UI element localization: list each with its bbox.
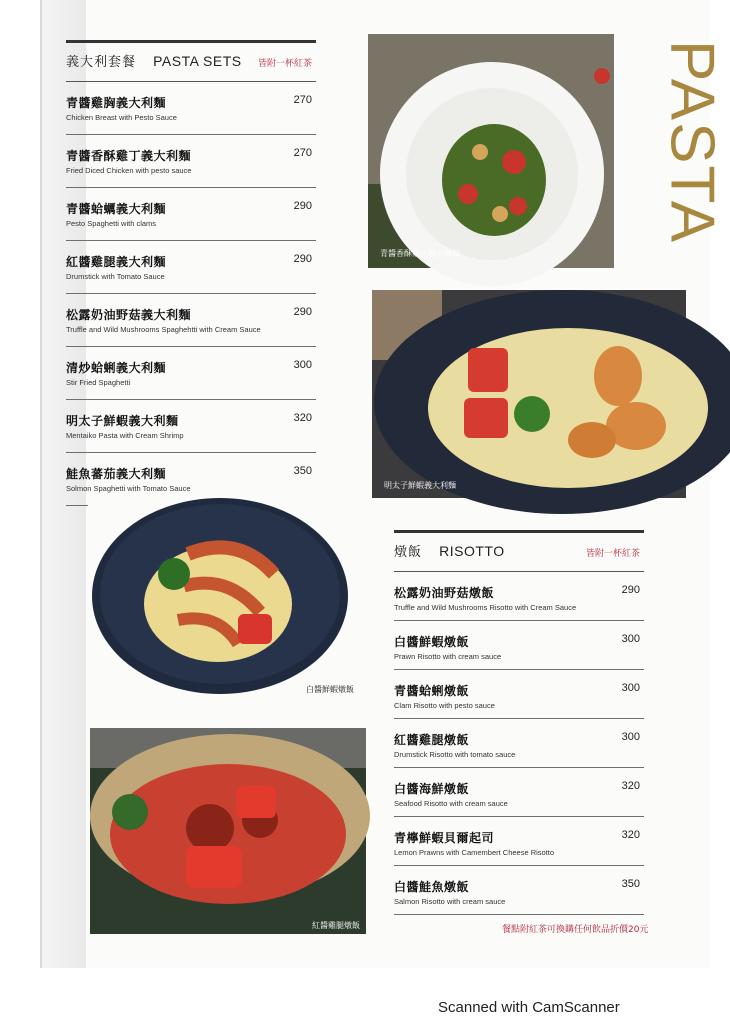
menu-item-price: 300 xyxy=(621,731,640,743)
pasta-section xyxy=(66,40,316,506)
pasta-note: 皆附一杯紅茶 xyxy=(257,59,312,69)
menu-item-name-en: Truffle and Wild Mushrooms Spaghehtti with Cream Sauce xyxy=(66,325,261,334)
menu-item-name-zh: 青醬蛤蜊燉飯 xyxy=(394,684,470,698)
menu-item-price: 320 xyxy=(621,829,640,841)
menu-item-name-zh: 明太子鮮蝦義大利麵 xyxy=(66,414,179,428)
photo-drumstick-image xyxy=(90,728,366,934)
menu-item-name-zh: 松露奶油野菇燉飯 xyxy=(394,586,495,600)
menu-item-name-zh: 紅醬雞腿義大利麵 xyxy=(66,255,167,269)
menu-item-name-en: Stir Fried Spaghetti xyxy=(66,378,131,387)
menu-item-price: 320 xyxy=(293,412,312,424)
risotto-title-en: RISOTTO xyxy=(439,543,505,559)
footer-note: 餐點附紅茶可換購任何飲品折價20元 xyxy=(502,925,649,935)
menu-item-name-en: Mentaiko Pasta with Cream Shrimp xyxy=(66,431,184,440)
menu-item-price: 270 xyxy=(293,147,312,159)
risotto-note: 皆附一杯紅茶 xyxy=(585,549,640,559)
pasta-vertical-word xyxy=(657,36,727,262)
menu-item-name-zh: 紅醬雞腿燉飯 xyxy=(394,733,470,747)
menu-item-name-zh: 清炒蛤蜊義大利麵 xyxy=(66,361,167,375)
menu-item-price: 350 xyxy=(293,465,312,477)
photo3-caption: 白醬鮮蝦燉飯 xyxy=(306,685,354,694)
risotto-list xyxy=(394,572,644,915)
scanner-watermark: Scanned with CamScanner xyxy=(438,999,620,1016)
menu-item-price: 300 xyxy=(293,359,312,371)
menu-item xyxy=(394,719,644,768)
menu-item xyxy=(66,294,316,347)
menu-item xyxy=(66,400,316,453)
photo-prawn-risotto xyxy=(88,494,352,700)
photo-pesto-chicken-image xyxy=(368,34,614,268)
menu-item-name-zh: 鮭魚蕃茄義大利麵 xyxy=(66,467,167,481)
menu-item-name-en: Seafood Risotto with cream sauce xyxy=(394,799,508,808)
menu-item-price: 290 xyxy=(621,584,640,596)
risotto-title-zh: 燉飯 xyxy=(394,545,423,560)
menu-item xyxy=(66,135,316,188)
menu-item-name-zh: 青醬香酥雞丁義大利麵 xyxy=(66,149,192,163)
pasta-vertical-text: PASTA xyxy=(657,40,727,245)
menu-item-name-en: Fried Diced Chicken with pesto sauce xyxy=(66,166,192,175)
menu-item xyxy=(394,670,644,719)
menu-item-price: 270 xyxy=(293,94,312,106)
photo2-caption: 明太子鮮蝦義大利麵 xyxy=(384,481,456,490)
menu-item-name-en: Chicken Breast with Pesto Sauce xyxy=(66,113,177,122)
menu-item-name-en: Lemon Prawns with Camembert Cheese Risotto xyxy=(394,848,555,857)
photo1-caption: 青醬香酥雞丁義大利麵 xyxy=(380,249,460,258)
menu-item-name-zh: 白醬鮮蝦燉飯 xyxy=(394,635,470,649)
menu-item-name-zh: 松露奶油野菇義大利麵 xyxy=(66,308,192,322)
risotto-header xyxy=(394,530,644,572)
menu-item-price: 350 xyxy=(621,878,640,890)
pasta-list xyxy=(66,82,316,506)
menu-item xyxy=(394,621,644,670)
menu-item xyxy=(66,188,316,241)
photo4-caption: 紅醬雞腿燉飯 xyxy=(312,921,360,930)
photo-mentaiko-image xyxy=(372,290,686,498)
menu-item-price: 320 xyxy=(621,780,640,792)
photo-mentaiko-shrimp xyxy=(372,290,686,498)
risotto-section xyxy=(394,530,644,915)
pasta-title-zh: 義大利套餐 xyxy=(66,55,137,70)
menu-item-name-en: Truffle and Wild Mushrooms Risotto with Cream Sauce xyxy=(394,603,577,612)
menu-item-price: 290 xyxy=(293,253,312,265)
pasta-header xyxy=(66,40,316,82)
menu-item-name-en: Drumstick Risotto with tomato sauce xyxy=(394,750,516,759)
menu-item-price: 300 xyxy=(621,682,640,694)
photo-drumstick-risotto xyxy=(90,728,366,934)
menu-page xyxy=(42,0,727,968)
menu-item-name-zh: 白醬海鮮燉飯 xyxy=(394,782,470,796)
menu-item-name-en: Pesto Spaghetti with clams xyxy=(66,219,157,228)
photo-prawn-risotto-image xyxy=(88,494,352,700)
menu-item xyxy=(394,817,644,866)
menu-item xyxy=(66,347,316,400)
menu-item xyxy=(394,572,644,621)
pasta-title-en: PASTA SETS xyxy=(153,53,242,69)
menu-item-name-en: Solmon Spaghetti with Tomato Sauce xyxy=(66,484,191,493)
menu-item xyxy=(394,768,644,817)
menu-item-name-zh: 青檸鮮蝦貝爾起司 xyxy=(394,831,495,845)
menu-item-name-en: Drumstick with Tomato Sauce xyxy=(66,272,165,281)
menu-item-name-zh: 青醬雞胸義大利麵 xyxy=(66,96,167,110)
photo-pesto-chicken xyxy=(368,34,614,268)
menu-item xyxy=(66,241,316,294)
menu-item-name-en: Prawn Risotto with cream sauce xyxy=(394,652,502,661)
menu-item-name-en: Salmon Risotto with cream sauce xyxy=(394,897,506,906)
menu-item-price: 300 xyxy=(621,633,640,645)
menu-item-price: 290 xyxy=(293,200,312,212)
menu-item xyxy=(394,866,644,915)
menu-item-name-zh: 青醬蛤蠣義大利麵 xyxy=(66,202,167,216)
menu-item xyxy=(66,82,316,135)
menu-item-name-zh: 白醬鮭魚燉飯 xyxy=(394,880,470,894)
menu-item-name-en: Clam Risotto with pesto sauce xyxy=(394,701,495,710)
menu-item-price: 290 xyxy=(293,306,312,318)
